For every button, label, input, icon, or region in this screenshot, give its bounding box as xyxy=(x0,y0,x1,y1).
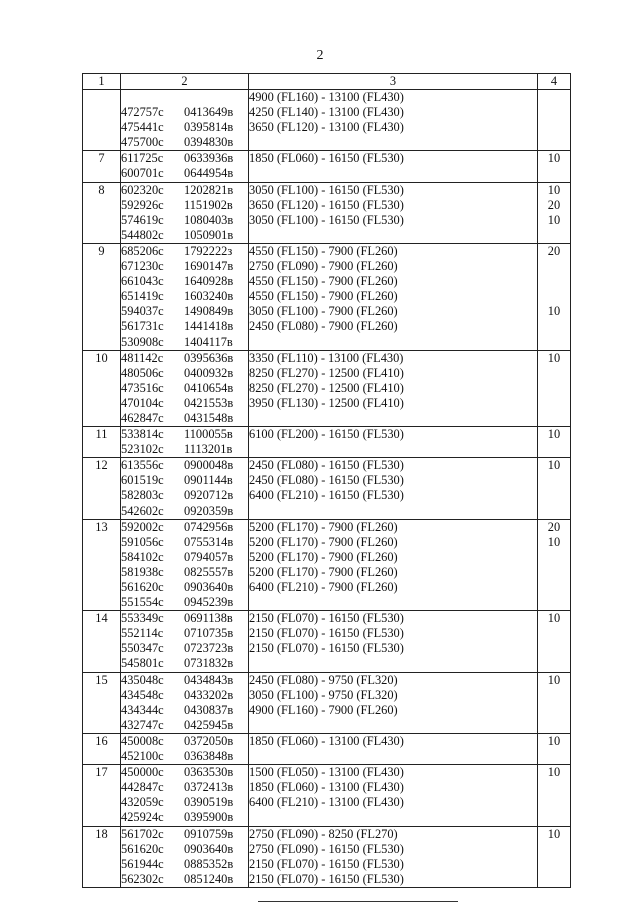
row-number: 13 xyxy=(83,519,121,611)
altitude-range: 4900 (FL160) - 13100 (FL430) xyxy=(249,90,404,104)
altitude-cell xyxy=(249,182,538,243)
coordinates-cell xyxy=(121,350,249,426)
longitude: 0395814в xyxy=(184,120,234,135)
coordinate-line xyxy=(121,595,248,610)
latitude: 481142с xyxy=(121,350,164,365)
column-header-4: 4 xyxy=(538,74,571,90)
longitude: 0742956в xyxy=(184,519,234,534)
value: 10 xyxy=(547,182,561,197)
coordinates-cell xyxy=(121,611,249,672)
altitude-range: 2450 (FL080) - 7900 (FL260) xyxy=(249,319,398,334)
altitude-range: 3050 (FL100) - 16150 (FL530) xyxy=(249,182,404,197)
value-cell xyxy=(538,765,571,826)
latitude: 432059с xyxy=(121,795,164,810)
value: 10 xyxy=(547,458,561,473)
coordinate-line xyxy=(121,442,248,457)
longitude: 0644954в xyxy=(184,166,234,181)
value: 20 xyxy=(547,243,561,258)
coordinate-line xyxy=(121,304,248,319)
row-number: 17 xyxy=(83,765,121,826)
table-row xyxy=(83,151,571,182)
altitude-cell xyxy=(249,458,538,519)
altitude-range: 2150 (FL070) - 16150 (FL530) xyxy=(249,641,404,656)
coordinate-line xyxy=(121,703,248,718)
longitude: 0413649в xyxy=(184,105,234,120)
coordinate-line xyxy=(121,198,248,213)
latitude: 592002с xyxy=(121,519,164,534)
table-row xyxy=(83,458,571,519)
value: 10 xyxy=(547,733,561,748)
value xyxy=(538,289,570,304)
value: 20 xyxy=(547,519,561,534)
altitude-range: 2750 (FL090) - 16150 (FL530) xyxy=(249,841,404,856)
longitude: 0945239в xyxy=(184,595,234,610)
longitude: 0633936в xyxy=(184,151,234,166)
coordinate-line xyxy=(121,520,248,535)
altitude-range: 1850 (FL060) - 16150 (FL530) xyxy=(249,151,404,166)
latitude: 685206с xyxy=(121,243,164,258)
coordinates-cell xyxy=(121,182,249,243)
longitude: 1690147в xyxy=(184,259,234,274)
latitude: 551554с xyxy=(121,595,164,610)
latitude: 450000с xyxy=(121,765,164,780)
coordinates-cell xyxy=(121,765,249,826)
latitude: 523102с xyxy=(121,442,164,457)
coordinate-line xyxy=(121,795,248,810)
value: 10 xyxy=(547,151,561,166)
coordinate-line xyxy=(121,535,248,550)
column-header-3: 3 xyxy=(249,74,538,90)
longitude: 1100055в xyxy=(184,427,233,442)
value xyxy=(538,259,570,274)
altitude-range: 3650 (FL120) - 13100 (FL430) xyxy=(249,120,404,135)
coordinate-line xyxy=(121,780,248,795)
table-body xyxy=(83,90,571,888)
altitude-cell xyxy=(249,611,538,672)
value-cell xyxy=(538,611,571,672)
coordinate-line xyxy=(121,90,248,105)
coordinate-line xyxy=(121,641,248,656)
longitude: 0903640в xyxy=(184,841,234,856)
altitude-range: 4550 (FL150) - 7900 (FL260) xyxy=(249,243,398,258)
coordinate-line xyxy=(121,857,248,872)
longitude: 1640928в xyxy=(184,274,234,289)
coordinate-line xyxy=(121,213,248,228)
altitude-cell xyxy=(249,243,538,350)
coordinate-line xyxy=(121,749,248,764)
coordinates-cell xyxy=(121,243,249,350)
altitude-range: 4550 (FL150) - 7900 (FL260) xyxy=(249,289,398,304)
value-cell xyxy=(538,90,571,151)
latitude: 613556с xyxy=(121,458,164,473)
coordinates-cell xyxy=(121,733,249,764)
altitude-range: 1500 (FL050) - 13100 (FL430) xyxy=(249,765,404,780)
altitude-range: 2450 (FL080) - 16150 (FL530) xyxy=(249,473,404,488)
longitude: 0901144в xyxy=(184,473,233,488)
altitude-range: 2150 (FL070) - 16150 (FL530) xyxy=(249,611,404,626)
altitude-cell xyxy=(249,672,538,733)
coordinate-line xyxy=(121,259,248,274)
altitude-range: 3950 (FL130) - 12500 (FL410) xyxy=(249,395,404,410)
latitude: 533814с xyxy=(121,427,164,442)
altitude-range: 3050 (FL100) - 9750 (FL320) xyxy=(249,687,398,702)
bottom-rule xyxy=(258,901,458,902)
coordinates-cell xyxy=(121,519,249,611)
coordinate-line xyxy=(121,550,248,565)
longitude: 1404117в xyxy=(184,334,233,349)
coordinate-line xyxy=(121,135,248,150)
longitude: 0395636в xyxy=(184,350,234,365)
latitude: 542602с xyxy=(121,503,164,518)
table-row xyxy=(83,182,571,243)
longitude: 0363530в xyxy=(184,765,234,780)
column-header-1: 1 xyxy=(83,74,121,90)
latitude: 553349с xyxy=(121,611,164,626)
table-row xyxy=(83,765,571,826)
coordinate-line xyxy=(121,810,248,825)
latitude: 480506с xyxy=(121,365,164,380)
longitude: 0372050в xyxy=(184,733,234,748)
coordinate-line xyxy=(121,228,248,243)
latitude: 600701с xyxy=(121,166,164,181)
coordinate-line xyxy=(121,244,248,259)
latitude: 592926с xyxy=(121,197,164,212)
latitude: 552114с xyxy=(121,626,164,641)
latitude: 581938с xyxy=(121,564,164,579)
longitude: 0430837в xyxy=(184,702,234,717)
value: 10 xyxy=(547,611,561,626)
coordinate-line xyxy=(121,827,248,842)
value: 10 xyxy=(547,304,561,319)
value: 10 xyxy=(547,765,561,780)
altitude-cell xyxy=(249,826,538,887)
coordinate-line xyxy=(121,504,248,519)
altitude-range: 2150 (FL070) - 16150 (FL530) xyxy=(249,871,404,886)
longitude: 0825557в xyxy=(184,564,234,579)
latitude: 434548с xyxy=(121,687,164,702)
coordinate-line xyxy=(121,274,248,289)
row-number: 8 xyxy=(83,182,121,243)
latitude: 544802с xyxy=(121,227,164,242)
latitude: 450008с xyxy=(121,733,164,748)
longitude: 0731832в xyxy=(184,656,234,671)
value-cell xyxy=(538,350,571,426)
longitude: 0431548в xyxy=(184,410,234,425)
row-number: 7 xyxy=(83,151,121,182)
longitude: 0390519в xyxy=(184,795,234,810)
altitude-cell xyxy=(249,151,538,182)
coordinate-line xyxy=(121,656,248,671)
latitude: 562302с xyxy=(121,871,164,886)
longitude: 0394830в xyxy=(184,135,234,150)
altitude-range: 3350 (FL110) - 13100 (FL430) xyxy=(249,350,404,365)
value-cell xyxy=(538,733,571,764)
table-row xyxy=(83,427,571,458)
latitude: 661043с xyxy=(121,274,164,289)
altitude-cell xyxy=(249,765,538,826)
value-cell xyxy=(538,182,571,243)
value-cell xyxy=(538,519,571,611)
table-row xyxy=(83,350,571,426)
latitude: 591056с xyxy=(121,534,164,549)
table-row xyxy=(83,733,571,764)
coordinates-cell xyxy=(121,458,249,519)
coordinate-line xyxy=(121,611,248,626)
value: 10 xyxy=(547,212,561,227)
altitude-cell xyxy=(249,90,538,151)
table-row xyxy=(83,672,571,733)
altitude-range: 6100 (FL200) - 16150 (FL530) xyxy=(249,427,404,442)
altitude-range: 5200 (FL170) - 7900 (FL260) xyxy=(249,549,398,564)
coordinate-line xyxy=(121,473,248,488)
longitude: 0395900в xyxy=(184,810,234,825)
latitude: 561702с xyxy=(121,826,164,841)
coordinates-cell xyxy=(121,427,249,458)
longitude: 0851240в xyxy=(184,871,234,886)
altitude-range: 2150 (FL070) - 16150 (FL530) xyxy=(249,626,404,641)
airspace-table xyxy=(82,73,571,888)
coordinate-line xyxy=(121,396,248,411)
longitude: 0363848в xyxy=(184,749,234,764)
value-cell xyxy=(538,826,571,887)
coordinate-line xyxy=(121,166,248,181)
row-number: 12 xyxy=(83,458,121,519)
coordinates-cell xyxy=(121,672,249,733)
longitude: 0794057в xyxy=(184,549,234,564)
longitude: 0691138в xyxy=(184,611,233,626)
altitude-range: 3650 (FL120) - 16150 (FL530) xyxy=(249,197,404,212)
coordinate-line xyxy=(121,427,248,442)
coordinate-line xyxy=(121,458,248,473)
row-number: 9 xyxy=(83,243,121,350)
row-number: 16 xyxy=(83,733,121,764)
altitude-range: 6400 (FL210) - 16150 (FL530) xyxy=(249,488,404,503)
longitude: 1151902в xyxy=(184,197,233,212)
altitude-range: 1850 (FL060) - 13100 (FL430) xyxy=(249,780,404,795)
coordinate-line xyxy=(121,381,248,396)
latitude: 434344с xyxy=(121,702,164,717)
value xyxy=(538,274,570,289)
coordinate-line xyxy=(121,765,248,780)
table-row xyxy=(83,90,571,151)
coordinate-line xyxy=(121,580,248,595)
altitude-range: 3050 (FL100) - 7900 (FL260) xyxy=(249,304,398,319)
latitude: 475700с xyxy=(121,135,164,150)
value: 20 xyxy=(547,197,561,212)
altitude-range: 4550 (FL150) - 7900 (FL260) xyxy=(249,274,398,289)
latitude: 432747с xyxy=(121,717,164,732)
value-cell xyxy=(538,672,571,733)
coordinate-line xyxy=(121,688,248,703)
table-row xyxy=(83,826,571,887)
longitude: 0433202в xyxy=(184,687,234,702)
page-number: 2 xyxy=(316,48,324,63)
latitude: 561620с xyxy=(121,580,164,594)
altitude-cell xyxy=(249,733,538,764)
coordinate-line xyxy=(121,105,248,120)
longitude: 0400932в xyxy=(184,365,234,380)
coordinate-line xyxy=(121,488,248,503)
coordinate-line xyxy=(121,319,248,334)
latitude: 472757с xyxy=(121,105,164,120)
latitude: 473516с xyxy=(121,380,164,395)
latitude: 475441с xyxy=(121,120,164,135)
latitude: 470104с xyxy=(121,395,164,410)
longitude: 0910759в xyxy=(184,826,234,841)
latitude: 601519с xyxy=(121,473,164,488)
latitude: 582803с xyxy=(121,488,164,503)
longitude: 0410654в xyxy=(184,380,234,395)
longitude: 0421553в xyxy=(184,395,234,410)
altitude-range: 2450 (FL080) - 16150 (FL530) xyxy=(249,458,404,473)
altitude-range: 4250 (FL140) - 13100 (FL430) xyxy=(249,105,404,120)
value-cell xyxy=(538,458,571,519)
longitude: 1441418в xyxy=(184,319,234,334)
altitude-range: 8250 (FL270) - 12500 (FL410) xyxy=(249,365,404,380)
altitude-range: 2150 (FL070) - 16150 (FL530) xyxy=(249,856,404,871)
altitude-range: 6400 (FL210) - 13100 (FL430) xyxy=(249,795,404,810)
longitude: 0425945в xyxy=(184,717,234,732)
table-row xyxy=(83,519,571,611)
longitude: 0434843в xyxy=(184,672,234,687)
table-row xyxy=(83,611,571,672)
latitude: 550347с xyxy=(121,641,164,656)
longitude: 0372413в xyxy=(184,780,234,795)
altitude-range: 8250 (FL270) - 12500 (FL410) xyxy=(249,380,404,395)
latitude: 611725с xyxy=(121,151,164,166)
longitude: 1113201в xyxy=(184,442,233,457)
value: 10 xyxy=(547,826,561,841)
altitude-range: 1850 (FL060) - 13100 (FL430) xyxy=(249,733,404,748)
altitude-range: 2750 (FL090) - 7900 (FL260) xyxy=(249,259,398,274)
latitude: 671230с xyxy=(121,259,164,274)
coordinate-line xyxy=(121,289,248,304)
latitude: 584102с xyxy=(121,549,164,564)
latitude: 651419с xyxy=(121,289,164,304)
altitude-range: 2450 (FL080) - 9750 (FL320) xyxy=(249,672,398,687)
value: 10 xyxy=(547,427,561,442)
altitude-range: 4900 (FL160) - 7900 (FL260) xyxy=(249,702,398,717)
latitude: 435048с xyxy=(121,672,164,687)
coordinate-line xyxy=(121,411,248,426)
coordinate-line xyxy=(121,673,248,688)
longitude: 0903640в xyxy=(184,580,234,594)
coordinates-cell xyxy=(121,90,249,151)
coordinates-cell xyxy=(121,826,249,887)
row-number: 14 xyxy=(83,611,121,672)
row-number xyxy=(83,90,121,151)
coordinate-line xyxy=(121,565,248,580)
row-number: 10 xyxy=(83,350,121,426)
altitude-range: 5200 (FL170) - 7900 (FL260) xyxy=(249,519,398,534)
longitude: 1080403в xyxy=(184,212,234,227)
coordinate-line xyxy=(121,842,248,857)
altitude-cell xyxy=(249,519,538,611)
value-cell xyxy=(538,427,571,458)
latitude: 574619с xyxy=(121,212,164,227)
coordinate-line xyxy=(121,183,248,198)
coordinate-line xyxy=(121,718,248,733)
row-number: 15 xyxy=(83,672,121,733)
longitude: 0723723в xyxy=(184,641,234,656)
coordinate-line xyxy=(121,151,248,166)
column-header-2: 2 xyxy=(121,74,249,90)
longitude: 1792222з xyxy=(184,243,233,258)
value-cell xyxy=(538,243,571,350)
table-row xyxy=(83,243,571,350)
latitude: 594037с xyxy=(121,304,164,319)
coordinate-line xyxy=(121,734,248,749)
longitude: 1490849в xyxy=(184,304,234,319)
latitude: 462847с xyxy=(121,410,164,425)
value-cell xyxy=(538,151,571,182)
value: 10 xyxy=(547,672,561,687)
row-number: 11 xyxy=(83,427,121,458)
coordinate-line xyxy=(121,626,248,641)
longitude: 0920712в xyxy=(184,488,234,503)
coordinate-line xyxy=(121,872,248,887)
longitude: 1202821в xyxy=(184,182,234,197)
altitude-range: 6400 (FL210) - 7900 (FL260) xyxy=(249,580,398,594)
longitude: 0710735в xyxy=(184,626,234,641)
altitude-range: 3050 (FL100) - 16150 (FL530) xyxy=(249,212,404,227)
latitude: 561944с xyxy=(121,856,164,871)
latitude: 545801с xyxy=(121,656,164,671)
longitude: 1603240в xyxy=(184,289,234,304)
value: 10 xyxy=(547,534,561,549)
altitude-cell xyxy=(249,350,538,426)
coordinate-line xyxy=(121,120,248,135)
altitude-range: 5200 (FL170) - 7900 (FL260) xyxy=(249,534,398,549)
longitude: 0900048в xyxy=(184,458,234,473)
altitude-range: 2750 (FL090) - 8250 (FL270) xyxy=(249,826,398,841)
latitude: 452100с xyxy=(121,749,164,764)
longitude: 0885352в xyxy=(184,856,234,871)
value: 10 xyxy=(547,350,561,365)
coordinate-line xyxy=(121,351,248,366)
latitude: 561731с xyxy=(121,319,164,334)
longitude: 1050901в xyxy=(184,227,234,242)
table-header-row xyxy=(83,74,571,90)
latitude: 442847с xyxy=(121,780,164,795)
altitude-range: 5200 (FL170) - 7900 (FL260) xyxy=(249,564,398,579)
coordinate-line xyxy=(121,366,248,381)
altitude-cell xyxy=(249,427,538,458)
longitude: 0920359в xyxy=(184,503,234,518)
row-number: 18 xyxy=(83,826,121,887)
latitude: 602320с xyxy=(121,182,164,197)
latitude: 530908с xyxy=(121,334,164,349)
latitude: 425924с xyxy=(121,810,164,825)
coordinate-line xyxy=(121,335,248,350)
longitude: 0755314в xyxy=(184,534,234,549)
latitude: 561620с xyxy=(121,841,164,856)
coordinates-cell xyxy=(121,151,249,182)
